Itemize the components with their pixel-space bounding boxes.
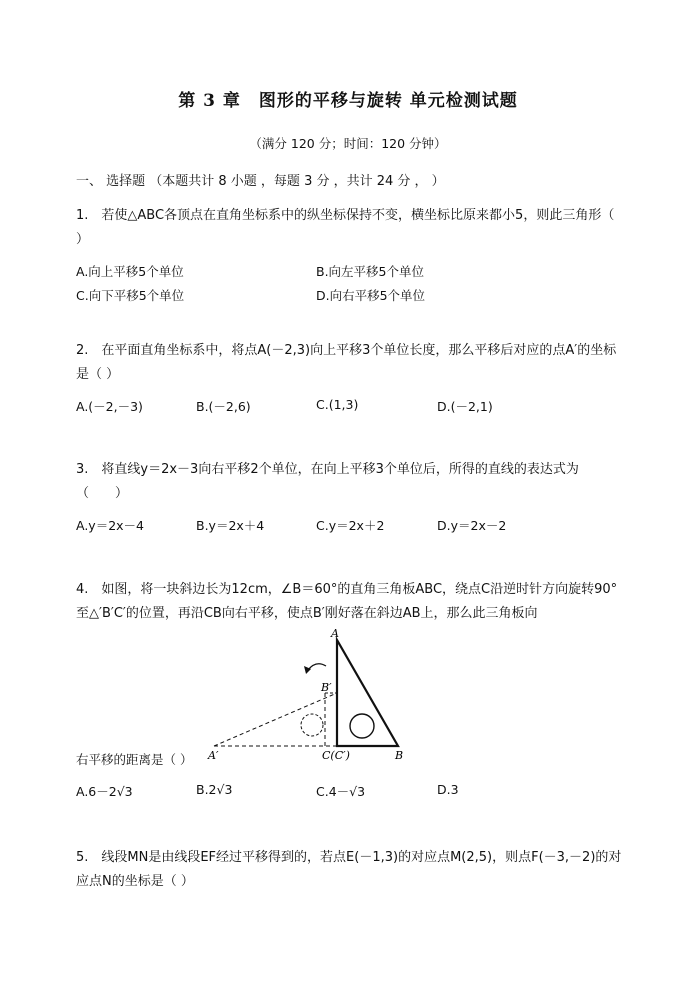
question-4-continued: 右平移的距离是（ ） — [76, 752, 193, 767]
triangle-figure — [200, 622, 420, 772]
triangle-diagram — [200, 622, 420, 772]
q2-option-d: D.(－2,1) — [437, 399, 493, 414]
section-heading: 一、 选择题 （本题共计 8 小题 ，每题 3 分 ，共计 24 分 ， ） — [76, 174, 445, 189]
q4-option-a: A.6－2√3 — [76, 784, 133, 799]
q2-option-b: B.(－2,6) — [196, 399, 251, 414]
q3-option-c: C.y＝2x＋2 — [316, 518, 385, 533]
question-1: 1. 若使△ABC各顶点在直角坐标系中的纵坐标保持不变，横坐标比原来都小5，则此三角形（ ） — [76, 208, 615, 247]
question-4: 4. 如图，将一块斜边长为12cm，∠B＝60°的直角三角板ABC，绕点C沿逆时针方向旋转90°至△′B′C′的位置，再沿CB向右平移，使点B′刚好落在斜边AB上，那么此三角板向 — [76, 582, 618, 621]
q3-option-a: A.y＝2x－4 — [76, 518, 145, 533]
label-a: A — [331, 627, 339, 640]
triangle-abc — [337, 640, 398, 746]
q2-option-c: C.(1,3) — [316, 397, 359, 412]
label-c: C(C′) — [322, 749, 350, 762]
q1-option-c: C.向下平移5个单位 — [76, 288, 185, 303]
question-5: 5. 线段MN是由线段EF经过平移得到的，若点E(－1,3)的对应点M(2,5)，则点F(－3,－2)的对应点N的坐标是（ ） — [76, 850, 622, 889]
q4-option-c: C.4－√3 — [316, 784, 366, 799]
exam-info: （满分 120 分；时间：120 分钟） — [249, 136, 447, 151]
dashed-hypotenuse — [214, 693, 337, 746]
q2-option-a: A.(－2,－3) — [76, 399, 143, 414]
q1-option-d: D.向右平移5个单位 — [316, 288, 426, 303]
q1-option-a: A.向上平移5个单位 — [76, 264, 184, 279]
q4-option-b: B.2√3 — [196, 782, 233, 797]
label-a-prime: A′ — [208, 749, 219, 762]
dashed-hole — [301, 714, 323, 736]
page-title: 第 3 章 图形的平移与旋转 单元检测试题 — [178, 91, 518, 111]
question-3: 3. 将直线y＝2x－3向右平移2个单位，在向上平移3个单位后，所得的直线的表达式为（ ） — [76, 462, 579, 501]
q3-option-d: D.y＝2x－2 — [437, 518, 507, 533]
label-b-prime: B′ — [321, 681, 332, 694]
q1-option-b: B.向左平移5个单位 — [316, 264, 425, 279]
triangle-hole — [350, 714, 374, 738]
q4-option-d: D.3 — [437, 782, 459, 797]
q3-option-b: B.y＝2x＋4 — [196, 518, 265, 533]
question-2: 2. 在平面直角坐标系中，将点A(－2,3)向上平移3个单位长度，那么平移后对应的点A′的坐标是（ ） — [76, 343, 617, 382]
label-b: B — [395, 749, 404, 762]
